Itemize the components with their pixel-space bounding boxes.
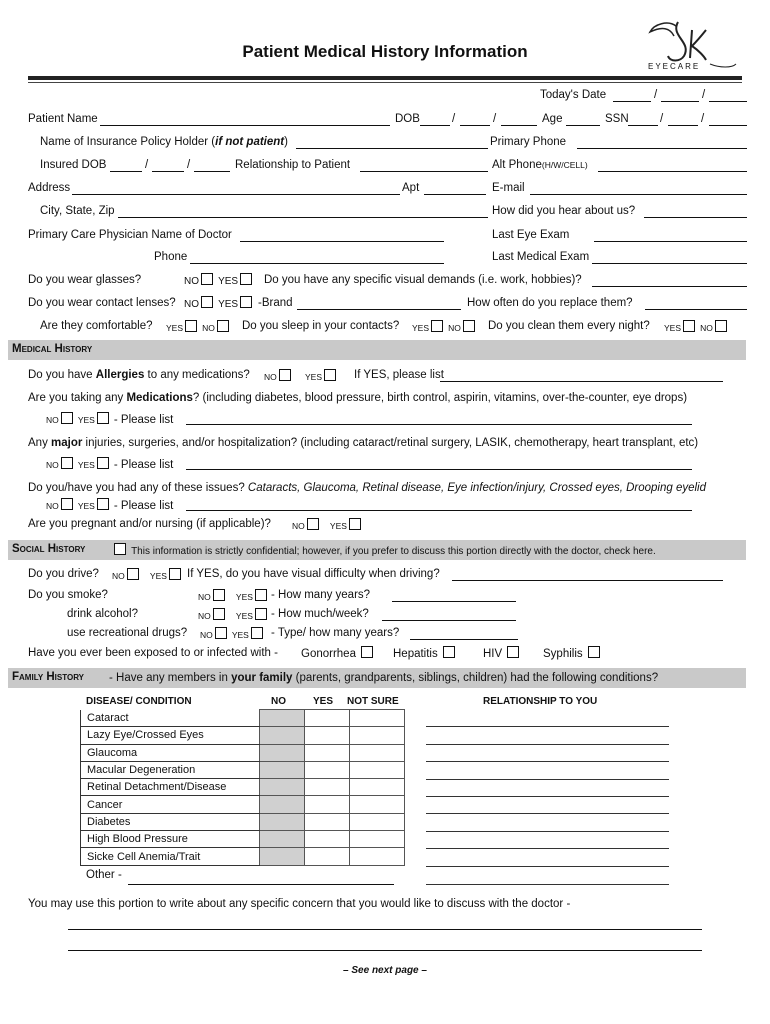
insured-dob-label: Insured DOB (40, 159, 107, 171)
no-cell[interactable] (260, 710, 305, 727)
allergies-options: NO YES (264, 369, 338, 383)
medications-question: Are you taking any Medications? (including diabetes, blood pressure, birth control, aspirin, vitamins, over-the-counter, eye drops) (28, 392, 688, 404)
drugs-follow: - Type/ how many years? (271, 627, 400, 639)
hepatitis-checkbox[interactable] (443, 646, 455, 658)
drugs-no-checkbox[interactable] (215, 627, 227, 639)
issues-no-checkbox[interactable] (61, 498, 73, 510)
clean-no-checkbox[interactable] (715, 320, 727, 332)
relationship-line[interactable] (426, 779, 669, 780)
table-row (81, 744, 405, 761)
page-title: Patient Medical History Information (242, 42, 528, 61)
smoke-yes-checkbox[interactable] (255, 589, 267, 601)
yes-cell[interactable] (305, 761, 350, 778)
see-next-page: – See next page – (343, 965, 427, 976)
table-row (81, 727, 405, 744)
smoke-no-checkbox[interactable] (213, 589, 225, 601)
comfortable-yes-checkbox[interactable] (185, 320, 197, 332)
drive-field[interactable] (452, 580, 723, 581)
pregnant-yes-checkbox[interactable] (349, 518, 361, 530)
age-field[interactable] (566, 125, 600, 126)
sleep-question: Do you sleep in your contacts? (242, 320, 400, 332)
clean-yes-checkbox[interactable] (683, 320, 695, 332)
relationship-line[interactable] (426, 884, 669, 885)
replace-field[interactable] (645, 309, 747, 310)
no-cell[interactable] (260, 744, 305, 761)
other-condition-label: Other - (86, 869, 122, 881)
table-row (81, 710, 405, 727)
pcp-phone-label: Phone (154, 251, 188, 263)
no-cell[interactable] (260, 727, 305, 744)
dob-day[interactable] (460, 125, 490, 126)
condition-label: Cataract (81, 710, 260, 727)
confidential-checkbox[interactable] (114, 543, 126, 555)
drive-follow: If YES, do you have visual difficulty when driving? (187, 568, 440, 580)
yes-cell[interactable] (305, 744, 350, 761)
no-cell[interactable] (260, 779, 305, 796)
primary-phone-field[interactable] (577, 148, 747, 149)
header-rule-thin (28, 82, 742, 83)
relationship-line[interactable] (426, 848, 669, 849)
social-history-bar (8, 540, 746, 560)
not-sure-cell[interactable] (350, 761, 405, 778)
drugs-field[interactable] (410, 639, 518, 640)
ssn-2[interactable] (668, 125, 698, 126)
todays-date-year[interactable] (709, 101, 747, 102)
last-medical-exam-field[interactable] (592, 263, 747, 264)
not-sure-cell[interactable] (350, 796, 405, 813)
major-yes-checkbox[interactable] (97, 457, 109, 469)
contacts-question: Do you wear contact lenses? (28, 297, 176, 309)
col-relationship-header: RELATIONSHIP TO YOU (483, 696, 598, 707)
ssn-3[interactable] (709, 125, 747, 126)
col-no-header: NO (271, 696, 286, 707)
city-state-zip-label: City, State, Zip (40, 205, 115, 217)
exposed-gonorrhea: Gonorrhea (301, 646, 375, 661)
col-condition-header: DISEASE/ CONDITION (86, 696, 192, 707)
table-row (81, 831, 405, 848)
not-sure-cell[interactable] (350, 848, 405, 865)
smoke-field[interactable] (392, 601, 516, 602)
relationship-line[interactable] (426, 761, 669, 762)
alcohol-field[interactable] (382, 620, 516, 621)
primary-phone-label: Primary Phone (490, 136, 567, 148)
col-yes-header: YES (313, 696, 334, 707)
concern-prompt: You may use this portion to write about any specific concern that you would like to discuss with the doctor - (28, 898, 571, 910)
how-hear-field[interactable] (644, 217, 747, 218)
contacts-options: NO YES (184, 296, 254, 310)
alcohol-yes-checkbox[interactable] (255, 608, 267, 620)
medical-history-bar (8, 340, 746, 360)
condition-label: Lazy Eye/Crossed Eyes (81, 727, 260, 744)
dob-label: DOB (395, 113, 420, 125)
todays-date-day[interactable] (661, 101, 699, 102)
no-cell[interactable] (260, 796, 305, 813)
concern-line-2[interactable] (68, 950, 702, 951)
major-options: NO YES - Please list (46, 459, 174, 471)
no-cell[interactable] (260, 813, 305, 830)
exposed-hepatitis: Hepatitis (393, 646, 457, 661)
insured-dob-day[interactable] (152, 171, 184, 172)
condition-label: Cancer (81, 796, 260, 813)
last-eye-exam-label: Last Eye Exam (492, 229, 570, 241)
other-condition-field[interactable] (128, 884, 394, 885)
relationship-line[interactable] (426, 744, 669, 745)
relationship-line[interactable] (426, 726, 669, 727)
allergies-no-checkbox[interactable] (279, 369, 291, 381)
patient-name-field[interactable] (100, 125, 390, 126)
confidential-note: This information is strictly confidential; however, if you prefer to discuss this portion directly with the doctor, check here. (131, 546, 656, 557)
no-cell[interactable] (260, 761, 305, 778)
address-label: Address (28, 182, 71, 194)
drive-options: NO YES (112, 568, 183, 582)
comfortable-options: YES NO (166, 320, 231, 334)
glasses-options: NO YES (184, 273, 254, 287)
allergies-if-yes: If YES, please list (354, 369, 444, 381)
family-history-table (80, 709, 405, 866)
issues-list-field[interactable] (186, 510, 692, 511)
how-hear-label: How did you hear about us? (492, 205, 636, 217)
alcohol-no-checkbox[interactable] (213, 608, 225, 620)
apt-field[interactable] (424, 194, 486, 195)
condition-label: Diabetes (81, 813, 260, 830)
major-list-field[interactable] (186, 469, 692, 470)
visual-demands-question: Do you have any specific visual demands (i.e. work, hobbies)? (264, 274, 582, 286)
pregnant-no-checkbox[interactable] (307, 518, 319, 530)
ssn-label: SSN (605, 113, 629, 125)
allergies-question: Do you have Allergies to any medications? (28, 369, 250, 381)
eyecare-logo (640, 16, 740, 76)
ssn-1[interactable] (628, 125, 658, 126)
sleep-options: YES NO (412, 320, 477, 334)
dob-year[interactable] (501, 125, 537, 126)
table-row (81, 813, 405, 830)
pregnant-options: NO YES (292, 518, 363, 532)
email-label: E-mail (492, 182, 525, 194)
no-cell[interactable] (260, 831, 305, 848)
condition-label: Macular Degeneration (81, 761, 260, 778)
header-rule (28, 76, 742, 80)
yes-cell[interactable] (305, 813, 350, 830)
issues-question: Do you/have you had any of these issues? Cataracts, Glaucoma, Retinal disease, Eye infection/injury, Crossed eyes, Drooping eyelid (28, 482, 707, 494)
clean-question: Do you clean them every night? (488, 320, 650, 332)
condition-label: Retinal Detachment/Disease (81, 779, 260, 796)
patient-name-label: Patient Name (28, 113, 98, 125)
pcp-label: Primary Care Physician Name of Doctor (28, 229, 232, 241)
family-history-bar (8, 668, 746, 688)
exposed-hiv: HIV (483, 646, 521, 661)
not-sure-cell[interactable] (350, 727, 405, 744)
syphilis-checkbox[interactable] (588, 646, 600, 658)
contacts-yes-checkbox[interactable] (240, 296, 252, 308)
issues-options: NO YES - Please list (46, 500, 174, 512)
relationship-field[interactable] (360, 171, 488, 172)
relationship-line[interactable] (426, 796, 669, 797)
alt-phone-field[interactable] (598, 171, 747, 172)
yes-cell[interactable] (305, 796, 350, 813)
major-question: Any major injuries, surgeries, and/or hospitalization? (including cataract/retinal surgery, LASIK, chemotherapy, heart transplant, etc) (28, 437, 699, 449)
todays-date-label: Today's Date (540, 89, 607, 101)
exposed-question: Have you ever been exposed to or infected with - (28, 647, 278, 659)
address-field[interactable] (72, 194, 400, 195)
not-sure-cell[interactable] (350, 710, 405, 727)
glasses-no-checkbox[interactable] (201, 273, 213, 285)
gonorrhea-checkbox[interactable] (361, 646, 373, 658)
yes-cell[interactable] (305, 710, 350, 727)
col-not-sure-header: NOT SURE (347, 696, 399, 707)
comfortable-question: Are they comfortable? (40, 320, 153, 332)
allergies-yes-checkbox[interactable] (324, 369, 336, 381)
concern-line-1[interactable] (68, 929, 702, 930)
relationship-line[interactable] (426, 813, 669, 814)
relationship-label: Relationship to Patient (235, 159, 351, 171)
smoke-follow: - How many years? (271, 589, 371, 601)
drive-yes-checkbox[interactable] (169, 568, 181, 580)
drugs-question: use recreational drugs? (67, 627, 188, 639)
drive-no-checkbox[interactable] (127, 568, 139, 580)
logo-text: EYECARE (648, 62, 701, 71)
apt-label: Apt (402, 182, 420, 194)
insured-dob-year[interactable] (194, 171, 230, 172)
drugs-yes-checkbox[interactable] (251, 627, 263, 639)
pregnant-question: Are you pregnant and/or nursing (if applicable)? (28, 518, 271, 530)
medications-options: NO YES - Please list (46, 414, 174, 426)
not-sure-cell[interactable] (350, 813, 405, 830)
condition-label: Glaucoma (81, 744, 260, 761)
relationship-line[interactable] (426, 866, 669, 867)
yes-cell[interactable] (305, 727, 350, 744)
email-field[interactable] (530, 194, 747, 195)
pcp-field[interactable] (240, 241, 444, 242)
not-sure-cell[interactable] (350, 779, 405, 796)
not-sure-cell[interactable] (350, 744, 405, 761)
alcohol-options: NO YES (198, 608, 269, 622)
dob-month[interactable] (420, 125, 450, 126)
insurance-holder-field[interactable] (296, 148, 488, 149)
table-row (81, 779, 405, 796)
insurance-holder-label: Name of Insurance Policy Holder (if not patient) (40, 136, 288, 148)
glasses-question: Do you wear glasses? (28, 274, 142, 286)
condition-label: High Blood Pressure (81, 831, 260, 848)
family-history-heading: Family History (12, 671, 85, 683)
medications-yes-checkbox[interactable] (97, 412, 109, 424)
relationship-line[interactable] (426, 831, 669, 832)
drugs-options: NO YES (200, 627, 265, 641)
pcp-phone-field[interactable] (190, 263, 444, 264)
yes-cell[interactable] (305, 848, 350, 865)
alcohol-follow: - How much/week? (271, 608, 369, 620)
smoke-question: Do you smoke? (28, 589, 108, 601)
replace-question: How often do you replace them? (467, 297, 633, 309)
sleep-no-checkbox[interactable] (463, 320, 475, 332)
table-row (81, 796, 405, 813)
medications-no-checkbox[interactable] (61, 412, 73, 424)
city-state-zip-field[interactable] (118, 217, 488, 218)
major-no-checkbox[interactable] (61, 457, 73, 469)
drive-question: Do you drive? (28, 568, 99, 580)
contacts-no-checkbox[interactable] (201, 296, 213, 308)
no-cell[interactable] (260, 848, 305, 865)
issues-yes-checkbox[interactable] (97, 498, 109, 510)
not-sure-cell[interactable] (350, 831, 405, 848)
comfortable-no-checkbox[interactable] (217, 320, 229, 332)
last-medical-exam-label: Last Medical Exam (492, 251, 590, 263)
insured-dob-month[interactable] (110, 171, 142, 172)
condition-label: Sicke Cell Anemia/Trait (81, 848, 260, 865)
medications-list-field[interactable] (186, 424, 692, 425)
brand-field[interactable] (297, 309, 461, 310)
table-row (81, 848, 405, 865)
alt-phone-label: Alt Phone(H/W/CELL) (492, 159, 588, 171)
clean-options: YES NO (664, 320, 729, 334)
allergies-list-field[interactable] (440, 381, 723, 382)
exposed-syphilis: Syphilis (543, 646, 602, 661)
medical-history-heading: Medical History (12, 343, 93, 355)
yes-cell[interactable] (305, 831, 350, 848)
age-label: Age (542, 113, 563, 125)
brand-label: -Brand (258, 297, 293, 309)
hiv-checkbox[interactable] (507, 646, 519, 658)
todays-date-month[interactable] (613, 101, 651, 102)
glasses-yes-checkbox[interactable] (240, 273, 252, 285)
family-history-question: - Have any members in your family (parents, grandparents, siblings, children) had the following conditions? (109, 672, 659, 684)
smoke-options: NO YES (198, 589, 269, 603)
last-eye-exam-field[interactable] (594, 241, 747, 242)
yes-cell[interactable] (305, 779, 350, 796)
sleep-yes-checkbox[interactable] (431, 320, 443, 332)
social-history-heading: Social History (12, 543, 86, 555)
alcohol-question: drink alcohol? (67, 608, 138, 620)
visual-demands-field[interactable] (592, 286, 747, 287)
table-row (81, 761, 405, 778)
